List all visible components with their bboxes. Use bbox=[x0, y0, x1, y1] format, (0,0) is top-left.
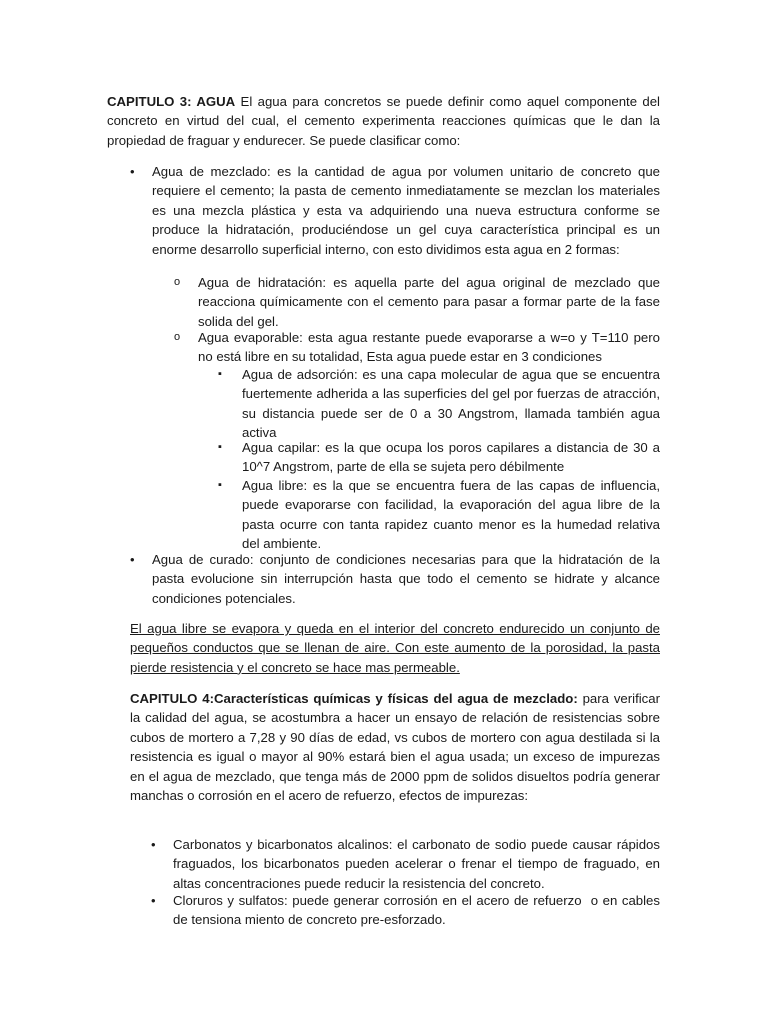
list-item-curado bbox=[130, 550, 660, 608]
square-marker: ▪ bbox=[218, 479, 222, 491]
square-marker: ▪ bbox=[218, 368, 222, 380]
chapter4-heading: CAPITULO 4:Características químicas y físicas del agua de mezclado: bbox=[130, 691, 578, 706]
list-item-adsorcion bbox=[218, 365, 660, 443]
bullet-marker: • bbox=[130, 552, 135, 567]
list-item-hidratacion bbox=[174, 273, 660, 331]
list-item-capilar bbox=[218, 438, 660, 477]
circle-marker: o bbox=[174, 331, 181, 343]
capilar-text: Agua capilar: es la que ocupa los poros capilares a distancia de 30 a 10^7 Angstrom, parte de ella se sujeta pero débilmente bbox=[242, 440, 660, 475]
carbonatos-text: Carbonatos y bicarbonatos alcalinos: el carbonato de sodio puede causar rápidos fraguados, los bicarbonatos pueden acelerar o frenar el tiempo de fraguado, en altas concentraciones puede reducir la resistencia del concreto. bbox=[173, 837, 660, 891]
list-item-libre bbox=[218, 476, 660, 554]
underlined-note bbox=[130, 619, 660, 677]
mezclado-text: Agua de mezclado: es la cantidad de agua por volumen unitario de concreto que requiere el cemento; la pasta de cemento inmediatamente se mezclan los materiales es una mezcla plástica y esta va adquiriendo una nueva estructura conforme se produce la hidratación, produciéndose un gel cuya característica principal es un enorme desarrollo superficial interno, con esto dividimos esta agua en 2 formas: bbox=[152, 164, 660, 257]
chapter4-intro-text: para verificar la calidad del agua, se acostumbra a hacer un ensayo de relación de resistencias sobre cubos de mortero a 7,28 y 90 días de edad, vs cubos de mortero con agua destilada si la resistencia es igual o mayor al 90% estará bien el agua usada; un exceso de impurezas en el agua de mezclado, que tenga más de 2000 ppm de solidos disueltos podría generar manchas o corrosión en el acero de refuerzo, efectos de impurezas: bbox=[130, 691, 661, 804]
libre-text: Agua libre: es la que se encuentra fuera de las capas de influencia, puede evaporarse con facilidad, la evaporación del agua libre de la pasta ocurre con tanta rapidez cuanto menor es la humedad relativa del ambiente. bbox=[242, 478, 660, 552]
note-text: El agua libre se evapora y queda en el interior del concreto endurecido un conjunto de pequeños conductos que se llenan de aire. Con este aumento de la porosidad, la pasta pierde resistencia y el concreto se hace mas permeable. bbox=[130, 621, 660, 675]
chapter3-intro-text: El agua para concretos se puede definir como aquel componente del concreto en virtud del cual, el cemento experimenta reacciones químicas que le dan la propiedad de fraguar y endurecer. Se puede clasificar como: bbox=[107, 94, 660, 148]
list-item-cloruros bbox=[151, 891, 664, 930]
chapter4-intro-paragraph bbox=[130, 689, 660, 805]
chapter3-intro-paragraph bbox=[107, 92, 660, 150]
chapter3-heading: CAPITULO 3: AGUA bbox=[107, 94, 236, 109]
hidratacion-text: Agua de hidratación: es aquella parte del agua original de mezclado que reacciona químicamente con el cemento para pasar a formar parte de la fase solida del gel. bbox=[198, 275, 660, 329]
bullet-marker: • bbox=[151, 893, 156, 908]
bullet-marker: • bbox=[130, 164, 135, 179]
list-item-evaporable bbox=[174, 328, 660, 367]
list-item-mezclado bbox=[130, 162, 660, 259]
curado-text: Agua de curado: conjunto de condiciones necesarias para que la hidratación de la pasta evolucione sin interrupción hasta que todo el cemento se hidrate y alcance condiciones potenciales. bbox=[152, 552, 660, 606]
bullet-marker: • bbox=[151, 837, 156, 852]
circle-marker: o bbox=[174, 276, 181, 288]
cloruros-text: Cloruros y sulfatos: puede generar corrosión en el acero de refuerzo o en cables de tensiona miento de concreto pre-esforzado. bbox=[173, 893, 664, 928]
list-item-carbonatos bbox=[151, 835, 660, 893]
square-marker: ▪ bbox=[218, 441, 222, 453]
adsorcion-text: Agua de adsorción: es una capa molecular de agua que se encuentra fuertemente adherida a las superficies del gel por fuerzas de atracción, su distancia puede ser de 0 a 30 Angstrom, llamada también agua activa bbox=[242, 367, 660, 441]
evaporable-text: Agua evaporable: esta agua restante puede evaporarse a w=o y T=110 pero no está libre en su totalidad, Esta agua puede estar en 3 condiciones bbox=[198, 330, 660, 365]
